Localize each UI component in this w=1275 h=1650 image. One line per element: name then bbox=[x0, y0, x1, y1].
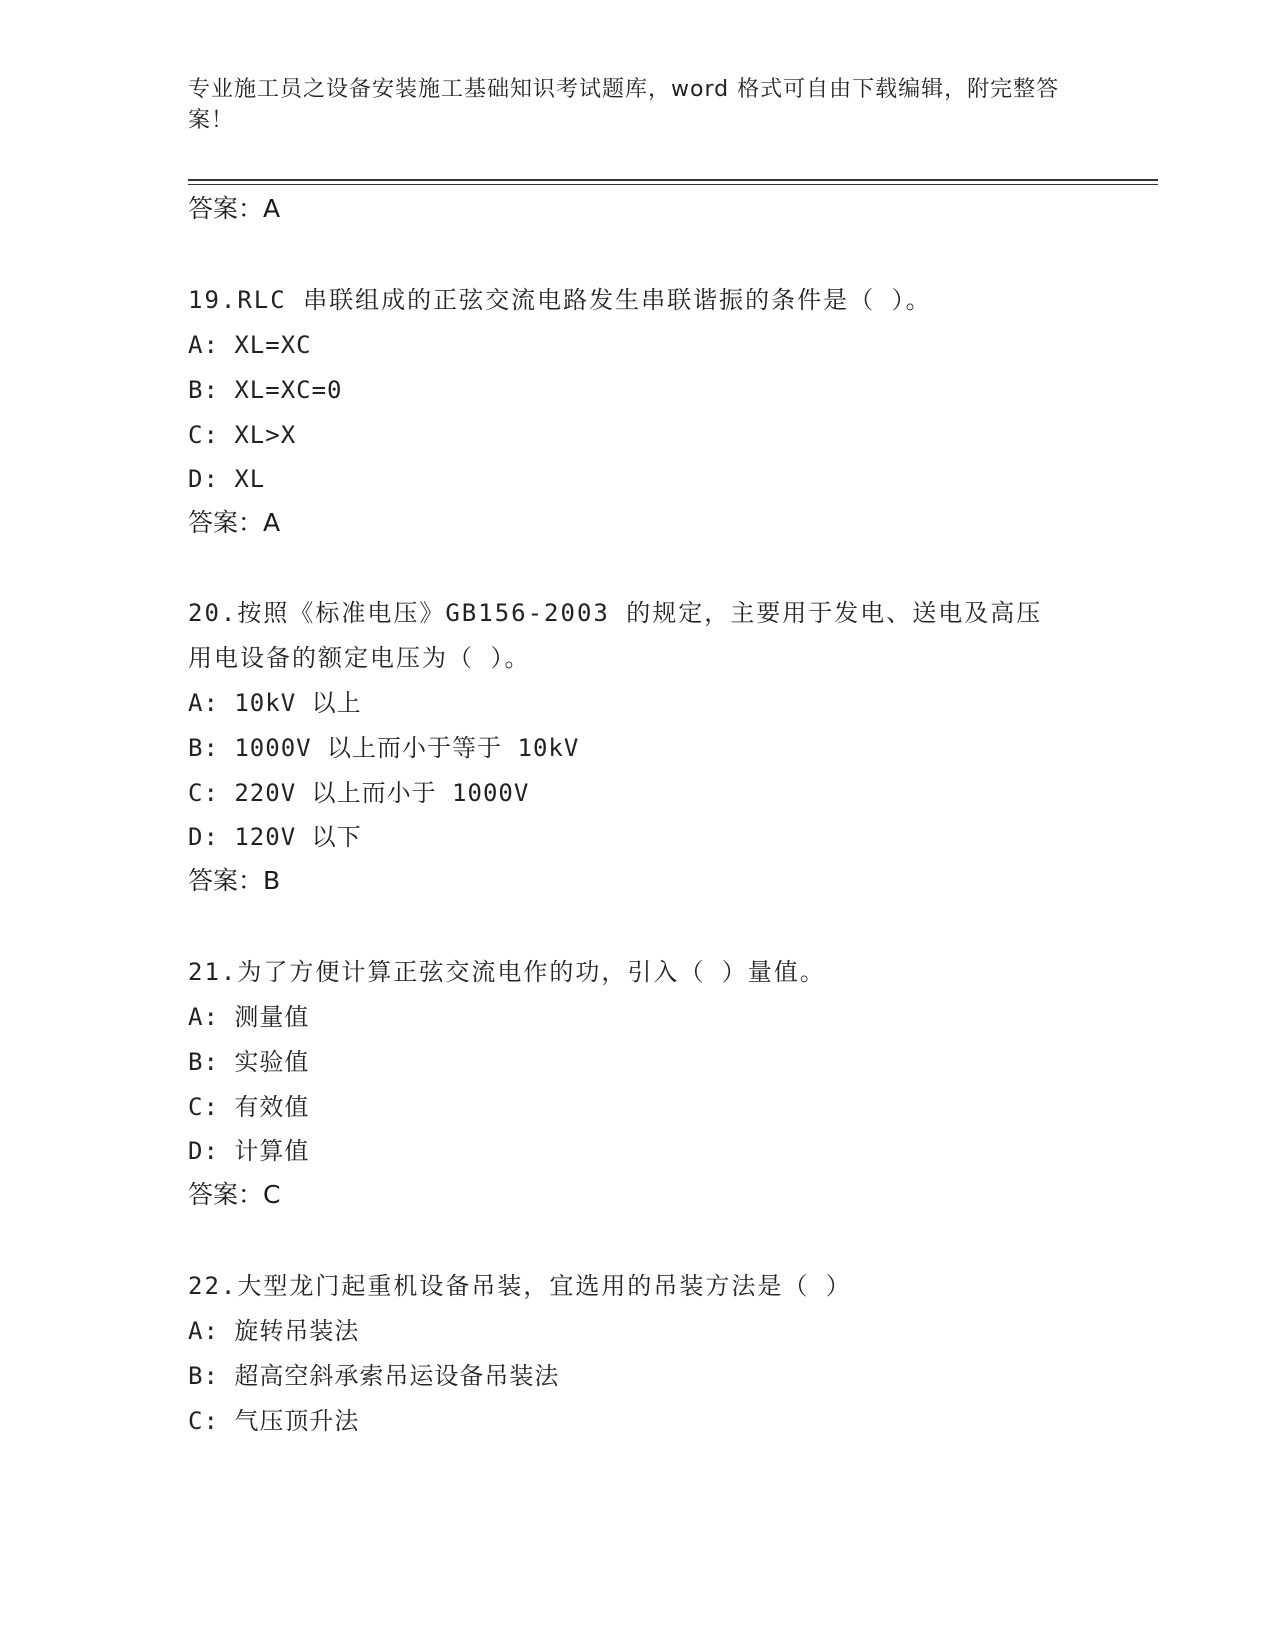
question-19-answer: 答案：A bbox=[188, 508, 281, 537]
question-22-option-a: A: 旋转吊装法 bbox=[188, 1317, 360, 1345]
question-21-answer: 答案：C bbox=[188, 1180, 281, 1209]
question-20-option-a: A: 10kV 以上 bbox=[188, 689, 362, 717]
question-19-option-d: D: XL bbox=[188, 465, 266, 493]
header-divider-thin bbox=[188, 184, 1158, 185]
question-20-stem-line-2: 用电设备的额定电压为（ ）。 bbox=[188, 644, 531, 672]
question-21-option-b: B: 实验值 bbox=[188, 1048, 310, 1076]
question-19-stem: 19.RLC 串联组成的正弦交流电路发生串联谐振的条件是（ ）。 bbox=[188, 286, 932, 314]
question-22-option-c: C: 气压顶升法 bbox=[188, 1407, 360, 1435]
question-20-option-d: D: 120V 以下 bbox=[188, 823, 362, 851]
question-22-option-b: B: 超高空斜承索吊运设备吊装法 bbox=[188, 1362, 560, 1390]
question-19-option-a: A: XL=XC bbox=[188, 331, 312, 359]
question-21-option-c: C: 有效值 bbox=[188, 1093, 310, 1121]
question-21-stem: 21.为了方便计算正弦交流电作的功，引入（ ）量值。 bbox=[188, 958, 826, 986]
header-divider-thick bbox=[188, 179, 1158, 181]
question-20-option-b: B: 1000V 以上而小于等于 10kV bbox=[188, 734, 580, 762]
question-20-stem-line-1: 20.按照《标准电压》GB156-2003 的规定，主要用于发电、送电及高压 bbox=[188, 599, 1043, 627]
question-19-option-c: C: XL>X bbox=[188, 421, 297, 449]
question-20-answer: 答案：B bbox=[188, 866, 281, 895]
previous-answer: 答案：A bbox=[188, 194, 281, 223]
question-20-option-c: C: 220V 以上而小于 1000V bbox=[188, 779, 530, 807]
question-21-option-a: A: 测量值 bbox=[188, 1003, 310, 1031]
question-21-option-d: D: 计算值 bbox=[188, 1137, 310, 1165]
document-header: 专业施工员之设备安装施工基础知识考试题库，word 格式可自由下载编辑，附完整答案！ bbox=[188, 77, 1060, 133]
question-19-option-b: B: XL=XC=0 bbox=[188, 376, 343, 404]
question-22-stem: 22.大型龙门起重机设备吊装，宜选用的吊装方法是（ ） bbox=[188, 1272, 852, 1300]
